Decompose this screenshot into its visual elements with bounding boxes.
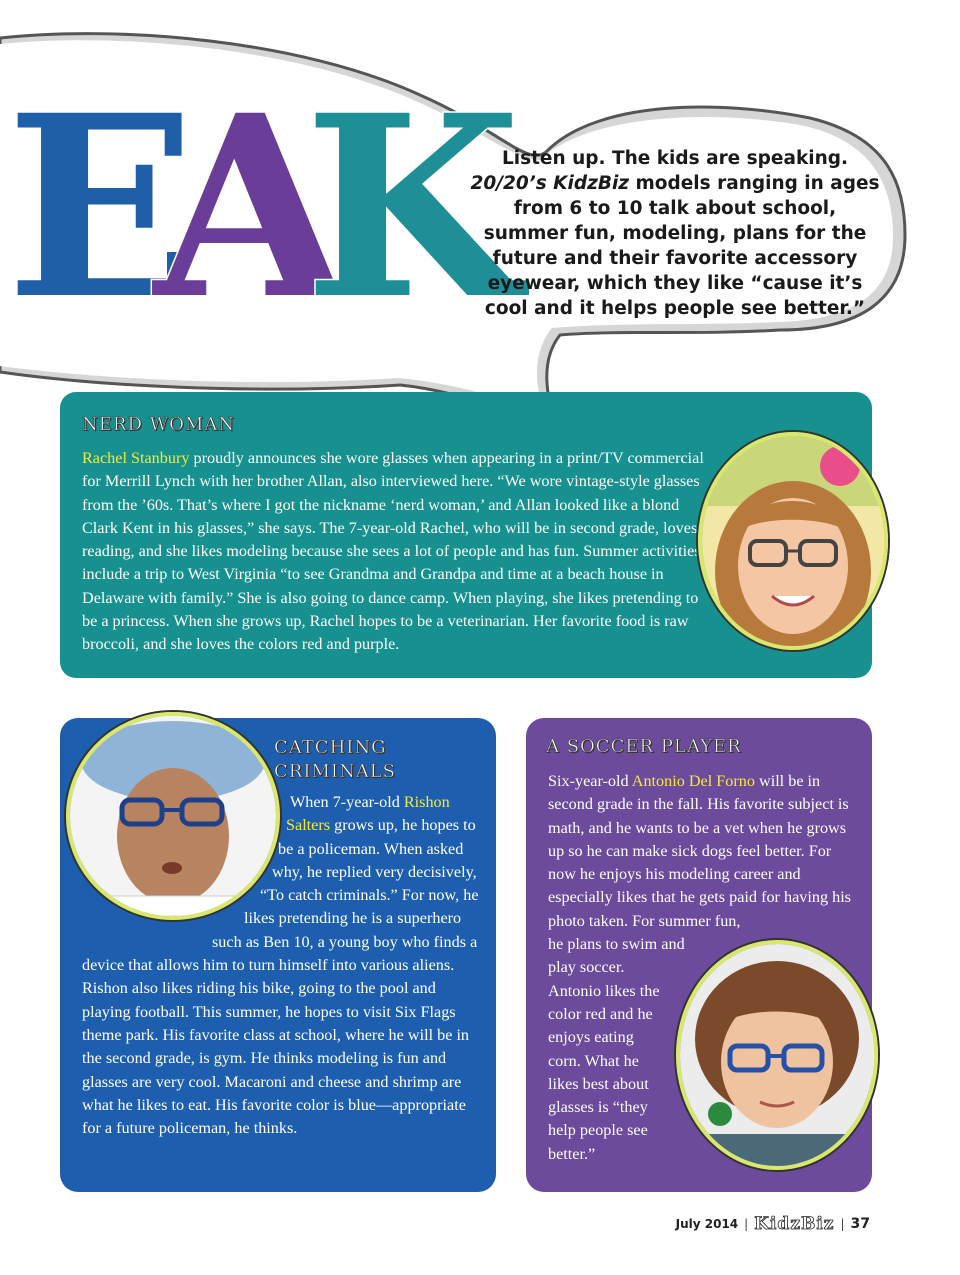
footer-divider: | (840, 1217, 845, 1231)
section-title: CATCHING CRIMINALS (274, 737, 397, 782)
intro-line1: Listen up. The kids are speaking. (501, 148, 849, 169)
footer-brand: KidzBiz (754, 1214, 835, 1234)
headline (6, 60, 516, 354)
section-prefix: Six-year-old (548, 772, 632, 790)
section-text: grows up, he hopes to be a policeman. When asked why, he replied very decisively, “To catch criminals.” For now, he likes pretending he is a superhero such as Ben 10, a young boy who finds a device that allows him to turn himself into various aliens. Rishon also likes riding his bike, going to the pool and playing football. This summer, he hopes to visit Six Flags theme park. His favorite class at school, where he will be in the second grade, is gym. He thinks modeling is fun and glasses are very cool. Macaroni and cheese and shrimp are what he likes to eat. His favorite color is blue—appropriate for a future policeman, he thinks. (82, 816, 479, 1138)
photo-rachel (698, 432, 888, 650)
section-prefix: When 7-year-old (290, 793, 404, 811)
kid-name: Rachel Stanbury (82, 449, 190, 467)
headline-letter-e: E (6, 60, 191, 354)
footer-date: July 2014 (675, 1217, 739, 1231)
photo-antonio (676, 940, 878, 1170)
kid-name: Rishon Salters (286, 793, 450, 835)
footer-divider: | (744, 1217, 749, 1231)
photo-rishon (66, 712, 280, 920)
section-text: will be in second grade in the fall. His favorite subject is math, and he wants to be a vet when he grows up so he can make sick dogs feel better. For now he enjoys his modeling career and especially likes that he gets paid for having his photo taken. For summer fun, he plans to swim and play soccer. Antonio likes the color red and he enjoys eating corn. What he likes best about glasses is “they help people see better.” (548, 772, 851, 1163)
intro-italic: 20/20’s KidzBiz (470, 173, 630, 194)
section-text: proudly announces she wore glasses when appearing in a print/TV commercial for Merrill Lynch with her brother Allan, also interviewed here. “We wore vintage-style glasses from the ’60s. That’s where I got the nickname ‘nerd woman,’ and Allan looked like a blond Clark Kent in his glasses,” she says. The 7-year-old Rachel, who will be in second grade, loves reading, and she likes modeling because she sees a lot of people and has fun. Summer activities include a trip to West Virginia “to see Grandma and Grandpa and time at a beach house in Delaware with family.” She is also going to dance camp. When playing, she likes pretending to be a princess. When she grows up, Rachel hopes to be a veterinarian. Her favorite food is raw broccoli, and she loves the colors red and purple. (82, 449, 704, 654)
page-number: 37 (850, 1216, 870, 1232)
headline-letter-a: A (154, 60, 342, 354)
section-title: A SOCCER PLAYER (546, 736, 742, 757)
intro-rest: models ranging in ages from 6 to 10 talk about school, summer fun, modeling, plans for the future and their favorite accessory eyewear, which they like “cause it’s cool and it helps people see better.” (483, 173, 880, 319)
page-footer (676, 1214, 870, 1234)
section-body (82, 447, 707, 657)
kid-name: Antonio Del Forno (631, 772, 755, 790)
intro-text (470, 146, 880, 321)
headline-letter-k: K (304, 60, 516, 354)
section-title: NERD WOMAN (82, 414, 236, 435)
